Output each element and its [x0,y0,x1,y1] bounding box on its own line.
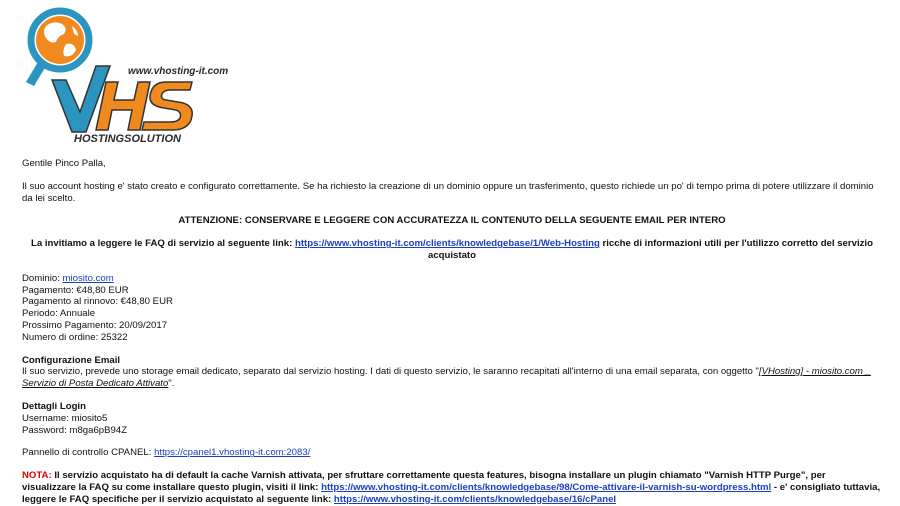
username-row: Username: miosito5 [22,412,108,424]
cpanel-faq-link[interactable]: https://www.vhosting-it.com/clients/knowledgebase/16/cPanel [333,493,617,505]
domain-row [22,273,882,285]
nota-label: NOTA: [22,470,52,482]
faq-link[interactable]: https://www.vhosting-it.com/clients/knowledgebase/1/Web-Hosting [294,238,600,250]
renewal-row: Pagamento al rinnovo: €48,80 EUR [22,296,173,308]
faq-paragraph [22,238,882,262]
faq-prefix: La invitiamo a leggere le FAQ di servizio al seguente link: [31,238,293,250]
faq-suffix: ricche di informazioni utili per l'utilizzo corretto del servizio acquistato [428,238,873,261]
email-config-title: Configurazione Email [22,354,121,366]
email-config-text: Il suo servizio, prevede uno storage email dedicato, separato dal servizio hosting. I dati di questo servizio, le saranno recapitati all'interno di una email separata, con oggetto "[VHosting] - miosito.com _ Servizio di Posta Dedicato Attivato". [22,366,871,390]
logo-letter-s [142,82,192,130]
logo-tagline: HOSTINGSOLUTION [74,133,181,145]
next-payment-row: Prossimo Pagamento: 20/09/2017 [22,319,168,331]
intro-text: Il suo account hosting e' stato creato e configurato correttamente. Se ha richiesto la creazione di un dominio oppure un trasferimento, questo richiede un po' di tempo prima di potere utilizzare il dominio da lei scelto. [22,180,874,204]
email-body [22,158,882,506]
order-details [22,273,882,344]
nota-text-1: Il servizio acquistato ha di default la cache Varnish attivata, per sfruttare correttamente questa features, bisogna installare un plugin chiamato "Varnish HTTP Purge", per visualizzare la FAQ su come installare questo plugin, visiti il link: [22,470,826,493]
domain-link[interactable]: miosito.com [62,272,114,284]
order-number-row: Numero di ordine: 25322 [22,331,128,343]
cpanel-label: Pannello di controllo CPANEL: [22,447,152,459]
domain-label: Dominio: [22,272,60,284]
greeting: Gentile Pinco Palla, [22,158,106,169]
vhs-logo [16,4,256,150]
logo-letter-h [96,82,150,130]
cpanel-row [22,447,882,459]
nota-paragraph [22,470,882,505]
varnish-faq-link[interactable]: https://www.vhosting-it.com/clients/knowledgebase/98/Come-attivare-il-varnish-su-wordpress.html [321,481,772,493]
cpanel-link[interactable]: https://cpanel1.vhosting-it.com:2083/ [154,447,311,459]
attention-heading: ATTENZIONE: CONSERVARE E LEGGERE CON ACCURATEZZA IL CONTENUTO DELLA SEGUENTE EMAIL PER INTERO [178,215,726,227]
password-row: Password: m8ga6pB94Z [22,424,128,436]
period-row: Periodo: Annuale [22,308,96,320]
login-title: Dettagli Login [22,400,86,412]
logo-url: www.vhosting-it.com [128,66,229,77]
payment-row: Pagamento: €48,80 EUR [22,284,129,296]
nota-text-2: - e' consigliato tuttavia, leggere le FAQ specifiche per il servizio acquistato al seguente link: [22,481,881,505]
email-subject-link[interactable]: [VHosting] - miosito.com _ Servizio di Posta Dedicato Attivato [22,366,871,390]
